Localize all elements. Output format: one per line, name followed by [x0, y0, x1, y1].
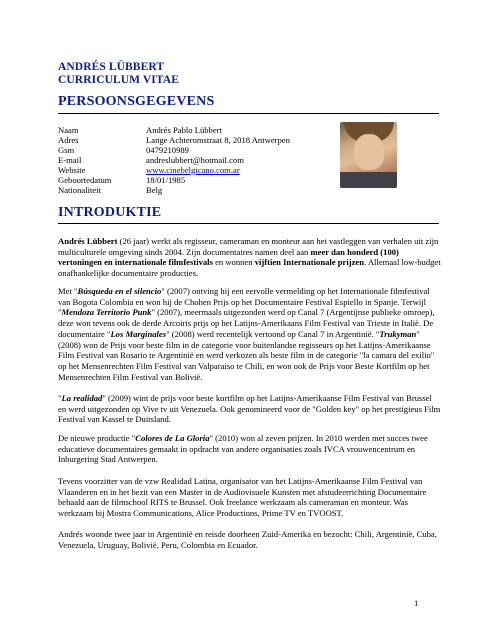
profile-photo	[340, 122, 397, 188]
section-heading-personal: PERSOONSGEGEVENS	[58, 94, 215, 109]
personal-row-nationality	[58, 185, 162, 195]
intro-paragraph: Met "Búsqueda en el silencio" (2007) ontving hij een eervolle vermelding op het Internationale filmfestival van Bogota Colombia en won hij de Chohen Prijs op het Documentaire Festival Espiello in Spanje. Terwijl "Mendoza Territorio Punk" (2007), meermaals uitgezonden werd op Canal 7 (Argentijnse publieke omroep), deze won tevens ook de derde Arcoiris prijs op het Latijns-Amerikaans Film Festival van Trieste in Italië. De documentaire "Los Marginales" (2008) werd recentelijk vertoond op Canal 7 in Argentinië. "Trukyman" (2008) won de Prijs voor beste film in de categorie voor buitenlandse regisseurs op het Latijns-Amerikaanse Film Festival van Rosario te Argentinië en werd verkozen als beste film in de categorie "la camara del exilio" op het Mensenrechten Film Festival van Valparaiso te Chili, en won ook de Prijs voor Beste Kortfilm op het Mensenrechten Film Festival van Bolivië.	[58, 286, 435, 382]
personal-label: Gsm	[58, 145, 75, 155]
page-number: 1	[414, 598, 419, 608]
personal-row-email	[58, 155, 244, 165]
section-heading-intro: INTRODUKTIE	[58, 205, 162, 220]
personal-value: Lange Achteromstraat 8, 2018 Antwerpen	[146, 135, 290, 145]
personal-label: Adres	[58, 135, 79, 145]
personal-value: andreslubbert@hotmail.com	[146, 155, 244, 165]
personal-value: 0479210989	[146, 145, 189, 155]
cv-name-title: ANDRÉS LÜBBERT	[58, 61, 165, 73]
intro-paragraph: "La realidad" (2009) wint de prijs voor beste kortfilm op het Latijns-Amerikaanse Film Festival van Brussel en werd uitgezonden op Vive tv uit Venezuela. Ook genomineerd voor de "Golden key" op het prestigieus Film Festival van Kassel te Duitsland.	[58, 393, 441, 425]
section-divider-intro	[58, 223, 439, 224]
personal-row-address	[58, 135, 290, 145]
personal-label: E-mail	[58, 155, 82, 165]
personal-label: Naam	[58, 125, 79, 135]
personal-label: Website	[58, 165, 86, 175]
intro-paragraph: De nieuwe productie "Colores de La Gloria" (2010) won al zeven prijzen. In 2010 werden met succes twee educatieve documentaires gemaakt in opdracht van andere organisaties zoals IVCA vrouwencentrum en Inburgering Stad Antwerpen.	[58, 433, 428, 465]
intro-paragraph: Tevens voorzitter van de vzw Realidad Latina, organisator van het Latijns-Amerikaanse Film Festival van Vlaanderen en in het bezit van een Master in de Audiovisuele Kunsten met afstudeerrichting Documentaire behaald aan de filmschool RITS te Brussel. Ook freelance werkzaam als cameraman en monteur. Was werkzaam bij Mostra Communications, Alice Productions, Prime TV en TVOOST.	[58, 476, 427, 519]
personal-row-phone	[58, 145, 189, 155]
intro-paragraph: Andrés woonde twee jaar in Argentinië en reisde doorheen Zuid-Amerika en bezocht: Chili, Argentinië, Cuba, Venezuela, Uruguay, Bolivië, Peru, Colombia en Ecuador.	[58, 529, 437, 550]
section-divider-personal	[58, 113, 439, 114]
personal-label: Nationaliteit	[58, 185, 101, 195]
website-link[interactable]: www.cinebelgicano.com.ar	[146, 165, 240, 175]
cv-subtitle: CURRICULUM VITAE	[58, 74, 179, 86]
personal-value: Andrés Pablo Lübbert	[146, 125, 222, 135]
personal-label: Geboortedatum	[58, 175, 112, 185]
personal-row-website	[58, 165, 240, 175]
personal-value: 18/01/1985	[146, 175, 186, 185]
personal-row-name	[58, 125, 222, 135]
personal-value: Belg	[146, 185, 163, 195]
personal-row-birthdate	[58, 175, 185, 185]
intro-paragraph: Andrés Lübbert (26 jaar) werkt als regisseur, cameraman en monteur aan het vastleggen van verhalen uit zijn multiculturele omgeving sinds 2004. Zijn documentaires namen deel aan meer dan honderd (100) vertoningen en internationale filmfestivals en wonnen vijftien Internationale prijzen. Allemaal low-budget onafhankelijke documentaire producties.	[58, 236, 441, 279]
